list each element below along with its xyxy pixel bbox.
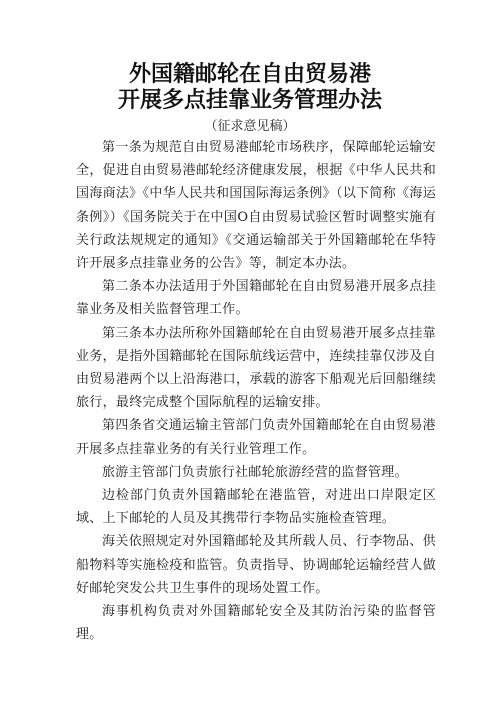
- article-4-tourism: 旅游主管部门负责旅行社邮轮旅游经营的监督管理。: [102, 464, 408, 480]
- article-4-customs: 海关依照规定对外国籍邮轮及其所载人员、行李物品、供船物料等实施检疫和监管。负责指导、协调邮轮运输经营人做好邮轮突发公共卫生事件的现场处置工作。: [76, 534, 436, 596]
- document-subtitle: （征求意见稿）: [204, 119, 296, 134]
- article-1: 第一条为规范自由贸易港邮轮市场秩序，保障邮轮运输安全，促进自由贸易港邮轮经济健康发展，根据《中华人民共和国海商法》《中华人民共和国国际海运条例》（以下简称《海运条例》）《国务院关于在中国O自由贸易试验区暂时调整实施有关行政法规规定的通知》《交通运输部关于外国籍邮轮在华特许开展多点挂靠业务的公告》等，制定本办法。: [76, 140, 436, 272]
- article-4-border-inspection: 边检部门负责外国籍邮轮在港监管，对进出口岸限定区域、上下邮轮的人员及其携带行李物品实施检查管理。: [76, 488, 436, 527]
- document-title-line-2: 开展多点挂靠业务管理办法: [117, 88, 382, 113]
- document-title-line-1: 外国籍邮轮在自由贸易港: [128, 62, 371, 87]
- document-body: [76, 136, 436, 646]
- article-3: 第三条本办法所称外国籍邮轮在自由贸易港开展多点挂靠业务，是指外国籍邮轮在国际航线运营中，连续挂靠仅涉及自由贸易港两个以上沿海港口，承载的游客下船观光后回船继续旅行，最终完成整个国际航程的运输安排。: [76, 325, 436, 411]
- article-2: 第二条本办法适用于外国籍邮轮在自由贸易港开展多点挂靠业务及相关监督管理工作。: [76, 279, 436, 318]
- article-4: 第四条省交通运输主管部门负责外国籍邮轮在自由贸易港开展多点挂靠业务的有关行业管理工作。: [76, 418, 436, 457]
- article-4-maritime: 海事机构负责对外国籍邮轮安全及其防治污染的监督管理。: [76, 604, 436, 643]
